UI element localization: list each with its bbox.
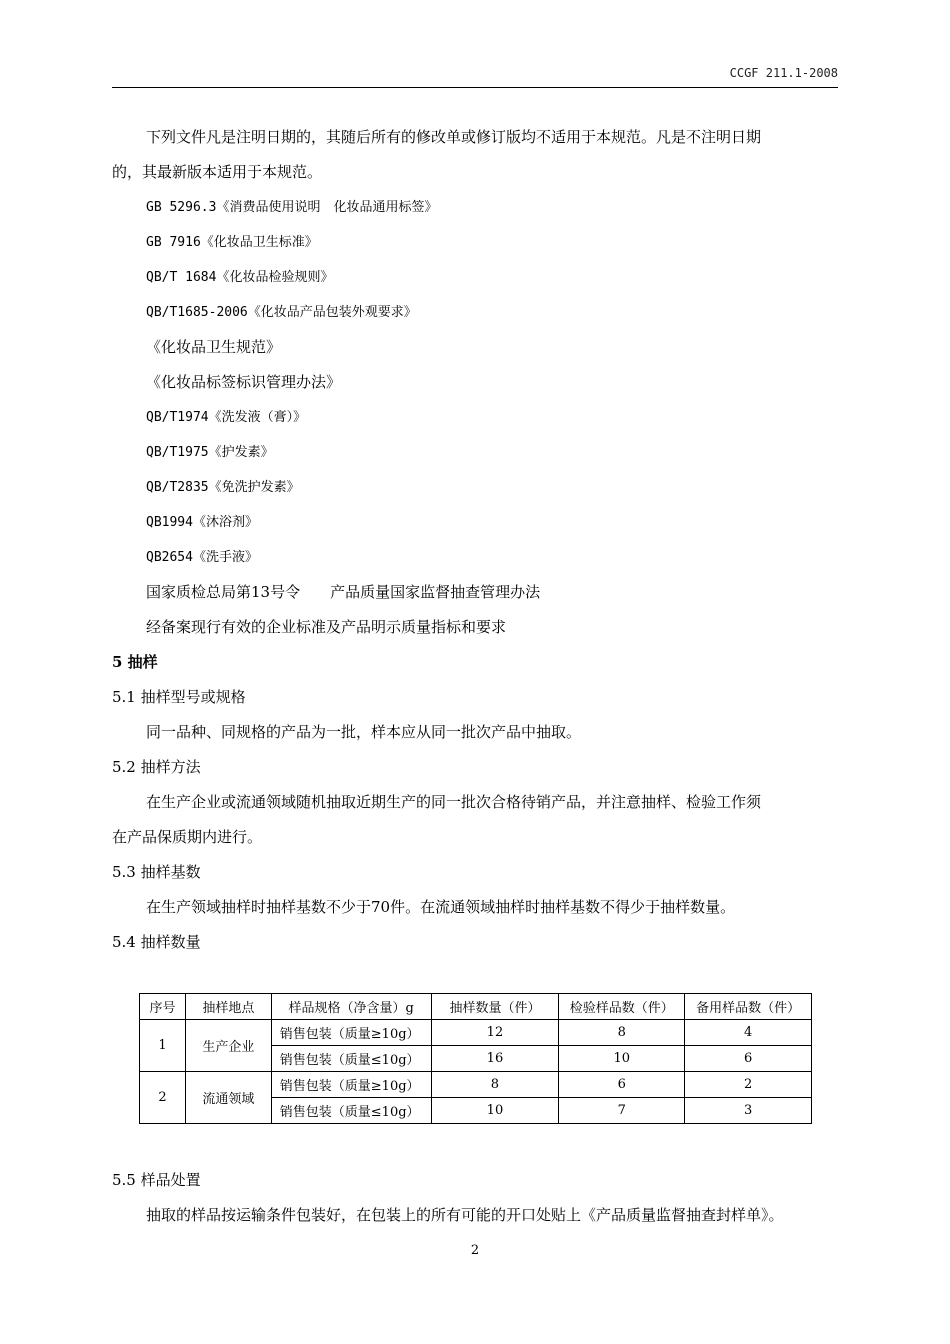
section-5-2-line-2: 在产品保质期内进行。 xyxy=(112,828,263,846)
table-cell-test-qty: 7 xyxy=(559,1098,685,1124)
reference-item: QB/T1974《洗发液（膏）》 xyxy=(146,410,307,425)
table-cell-sample-qty: 16 xyxy=(431,1046,559,1072)
reference-item: QB2654《洗手液》 xyxy=(146,550,258,565)
table-cell-test-qty: 8 xyxy=(559,1020,685,1046)
table-row xyxy=(140,1020,812,1046)
table-header-row xyxy=(140,994,812,1020)
section-5-2-heading: 5.2 抽样方法 xyxy=(112,758,201,776)
table-cell-no: 2 xyxy=(140,1072,186,1124)
table-cell-sample-qty: 8 xyxy=(431,1072,559,1098)
section-5-3-heading: 5.3 抽样基数 xyxy=(112,863,201,881)
section-5-1-text: 同一品种、同规格的产品为一批，样本应从同一批次产品中抽取。 xyxy=(146,723,582,741)
page-number: 2 xyxy=(470,1243,480,1258)
section-5-1-heading: 5.1 抽样型号或规格 xyxy=(112,688,246,706)
header-rule xyxy=(112,87,838,88)
column-header: 备用样品数（件） xyxy=(685,994,812,1020)
section-5-heading: 5 抽样 xyxy=(112,653,158,671)
reference-item: GB 7916《化妆品卫生标准》 xyxy=(146,235,318,250)
table-cell-test-qty: 6 xyxy=(559,1072,685,1098)
document-body xyxy=(112,120,838,960)
reference-item: QB/T1975《护发素》 xyxy=(146,445,274,460)
column-header: 抽样数量（件） xyxy=(431,994,559,1020)
document-code: CCGF 211.1-2008 xyxy=(729,66,838,80)
reference-item: 《化妆品标签标识管理办法》 xyxy=(146,373,342,391)
table-cell-sample-qty: 10 xyxy=(431,1098,559,1124)
reference-item: QB1994《沐浴剂》 xyxy=(146,515,258,530)
table-cell-test-qty: 10 xyxy=(559,1046,685,1072)
column-header: 检验样品数（件） xyxy=(559,994,685,1020)
table-cell-location: 生产企业 xyxy=(185,1020,271,1072)
table-cell-sample-qty: 12 xyxy=(431,1020,559,1046)
reference-item: QB/T1685-2006《化妆品产品包装外观要求》 xyxy=(146,305,417,320)
table-cell-spec: 销售包装（质量≤10g） xyxy=(271,1046,431,1072)
table-cell-spare-qty: 4 xyxy=(685,1020,812,1046)
table-cell-spec: 销售包装（质量≥10g） xyxy=(271,1072,431,1098)
reference-item: 《化妆品卫生规范》 xyxy=(146,338,282,356)
table-cell-spare-qty: 2 xyxy=(685,1072,812,1098)
column-header: 序号 xyxy=(140,994,186,1020)
table-row xyxy=(140,1072,812,1098)
intro-line-1: 下列文件凡是注明日期的，其随后所有的修改单或修订版均不适用于本规范。凡是不注明日期 xyxy=(146,128,762,146)
reference-item: QB/T2835《免洗护发素》 xyxy=(146,480,300,495)
table-cell-spare-qty: 3 xyxy=(685,1098,812,1124)
column-header: 样品规格（净含量）g xyxy=(271,994,431,1020)
section-5-3-text: 在生产领域抽样时抽样基数不少于70件。在流通领域抽样时抽样基数不得少于抽样数量。 xyxy=(146,898,736,916)
reference-item: 经备案现行有效的企业标准及产品明示质量指标和要求 xyxy=(146,618,507,636)
reference-item: 国家质检总局第13号令 产品质量国家监督抽查管理办法 xyxy=(146,583,541,601)
intro-line-2: 的，其最新版本适用于本规范。 xyxy=(112,163,323,181)
table-cell-spare-qty: 6 xyxy=(685,1046,812,1072)
section-5-4-heading: 5.4 抽样数量 xyxy=(112,933,201,951)
section-5-5-heading: 5.5 样品处置 xyxy=(112,1171,201,1189)
column-header: 抽样地点 xyxy=(185,994,271,1020)
table-cell-location: 流通领域 xyxy=(185,1072,271,1124)
sampling-quantity-table xyxy=(139,993,812,1124)
reference-item: GB 5296.3《消费品使用说明 化妆品通用标签》 xyxy=(146,200,438,215)
section-5-2-line-1: 在生产企业或流通领域随机抽取近期生产的同一批次合格待销产品，并注意抽样、检验工作须 xyxy=(146,793,762,811)
table-cell-no: 1 xyxy=(140,1020,186,1072)
section-5-5 xyxy=(112,1163,838,1233)
reference-item: QB/T 1684《化妆品检验规则》 xyxy=(146,270,334,285)
section-5-5-text: 抽取的样品按运输条件包装好，在包装上的所有可能的开口处贴上《产品质量监督抽查封样单》。 xyxy=(146,1206,784,1224)
table-cell-spec: 销售包装（质量≤10g） xyxy=(271,1098,431,1124)
table-cell-spec: 销售包装（质量≥10g） xyxy=(271,1020,431,1046)
